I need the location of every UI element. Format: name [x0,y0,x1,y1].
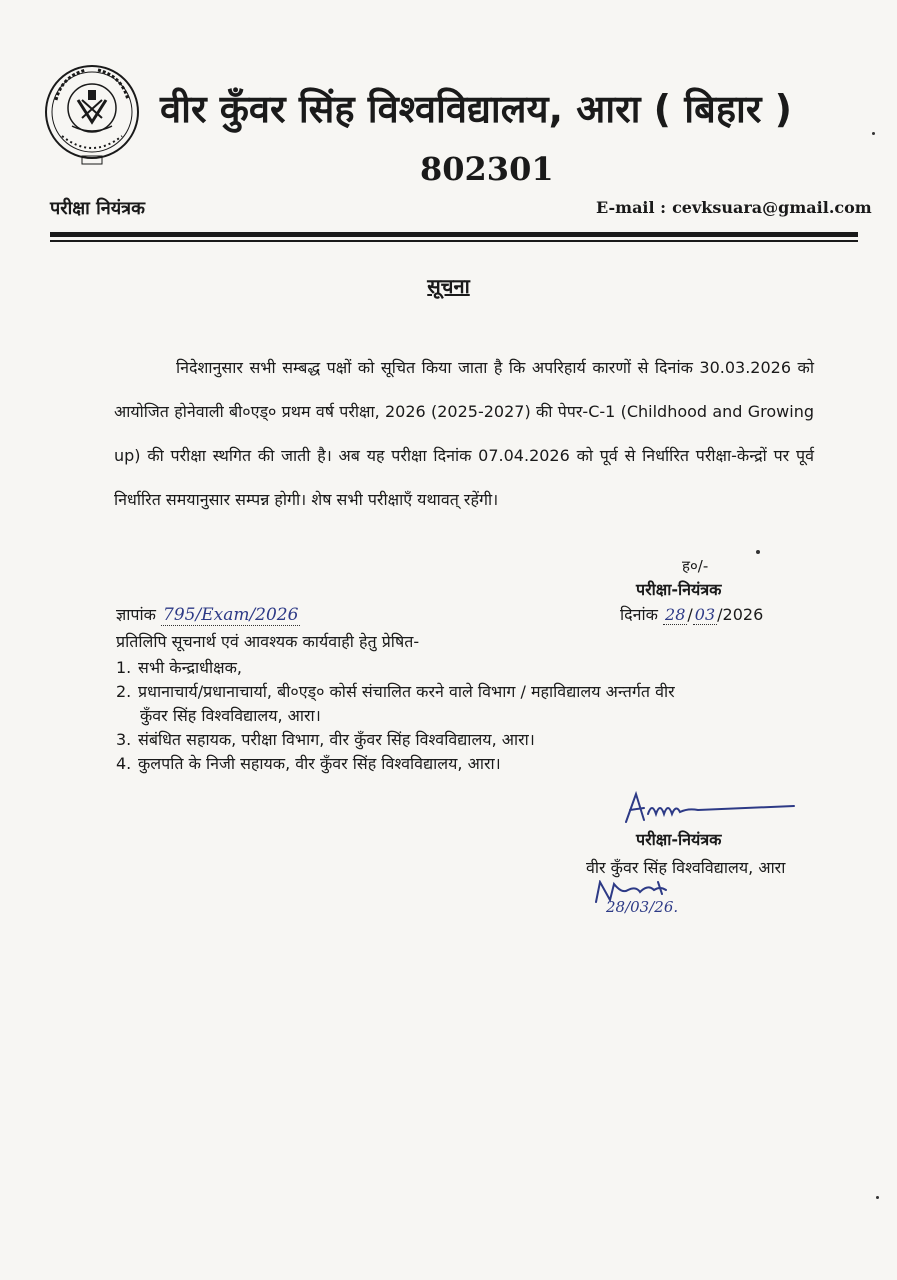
ink-dot [756,550,760,554]
date-label: दिनांक [620,605,658,624]
office-title: परीक्षा नियंत्रक [50,198,145,219]
copy-item: 4. कुलपति के निजी सहायक, वीर कुँवर सिंह विश्वविद्यालय, आरा। [116,754,501,773]
date-day: 28 [665,605,686,624]
copy-item: 2. प्रधानाचार्य/प्रधानाचार्या, बी०एड्० कोर्स संचालित करने वाले विभाग / महाविद्यालय अन्तर्गत वीर कुँवर सिंह विश्वविद्यालय, आरा। [116,682,675,725]
copy-item: 3. संबंधित सहायक, परीक्षा विभाग, वीर कुँवर सिंह विश्वविद्यालय, आरा। [116,730,535,749]
copy-list [116,656,816,776]
university-seal-logo [42,60,142,168]
copy-intro: प्रतिलिपि सूचनार्थ एवं आवश्यक कार्यवाही हेतु प्रेषित- [116,632,420,651]
university-name: वीर कुँवर सिंह विश्वविद्यालय, आरा ( बिहार ) [160,87,792,131]
ink-dot [872,132,875,135]
footer-university: वीर कुँवर सिंह विश्वविद्यालय, आरा [586,858,786,877]
email-address: cevksuara@gmail.com [672,198,872,217]
pincode: 802301 [420,150,554,188]
email-line [596,198,872,217]
signed-mark: ह०/- [682,557,709,575]
header-rule-thin [50,240,858,242]
header-rule-thick [50,232,858,237]
date-month: 03 [694,605,716,624]
date-line: दिनांक 28 / 03 /2026 [620,605,764,624]
reference-label: ज्ञापांक [116,605,156,624]
date-year: /2026 [717,605,764,624]
initials-date: 28/03/26. [606,898,679,916]
designation-exam-controller: परीक्षा-नियंत्रक [636,580,722,599]
copy-item: 1. सभी केन्द्राधीक्षक, [116,658,242,677]
notice-title: सूचना [427,274,470,298]
reference-number: 795/Exam/2026 [163,605,299,625]
ink-dot [876,1196,879,1199]
footer-designation: परीक्षा-नियंत्रक [636,830,722,849]
notice-body: निदेशानुसार सभी सम्बद्ध पक्षों को सूचित किया जाता है कि अपरिहार्य कारणों से दिनांक 30.03.2026 को आयोजित होनेवाली बी०एड्० प्रथम वर्ष परीक्षा, 2026 (2025-2027) की पेपर-C-1 (Childhood and Growing up) की परीक्षा स्थगित की जाती है। अब यह परीक्षा दिनांक 07.04.2026 को पूर्व से निर्धारित परीक्षा-केन्द्रों पर पूर्व निर्धारित समयानुसार सम्पन्न होगी। शेष सभी परीक्षाएँ यथावत् रहेंगी। [114,358,814,509]
reference-line [116,603,300,625]
handwritten-signature [618,788,798,828]
email-label: E-mail : [596,198,667,217]
